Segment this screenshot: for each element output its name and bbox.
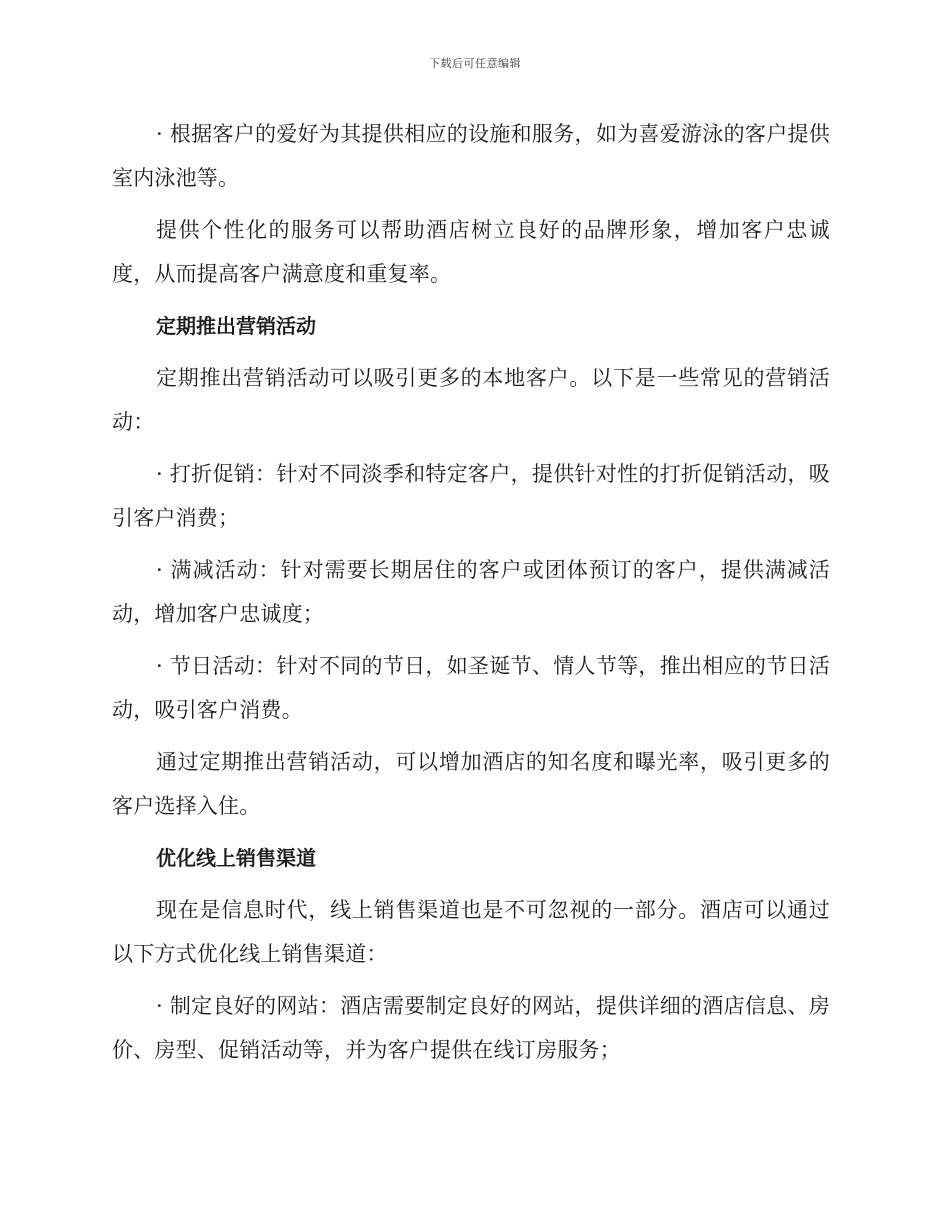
bullet-paragraph: · 打折促销：针对不同淡季和特定客户，提供针对性的打折促销活动，吸引客户消费； [112, 462, 830, 530]
bullet-paragraph: · 根据客户的爱好为其提供相应的设施和服务，如为喜爱游泳的客户提供室内泳池等。 [112, 122, 830, 190]
paragraph: 通过定期推出营销活动，可以增加酒店的知名度和曝光率，吸引更多的客户选择入住。 [112, 750, 830, 818]
document-body [112, 112, 830, 1080]
section-heading: 优化线上销售渠道 [156, 846, 316, 870]
bullet-paragraph: · 节日活动：针对不同的节日，如圣诞节、情人节等，推出相应的节日活动，吸引客户消费。 [112, 654, 830, 722]
section-heading: 定期推出营销活动 [156, 314, 316, 338]
paragraph: 定期推出营销活动可以吸引更多的本地客户。以下是一些常见的营销活动： [112, 366, 830, 434]
paragraph: 提供个性化的服务可以帮助酒店树立良好的品牌形象，增加客户忠诚度，从而提高客户满意度和重复率。 [112, 218, 830, 286]
bullet-paragraph: · 制定良好的网站：酒店需要制定良好的网站，提供详细的酒店信息、房价、房型、促销活动等，并为客户提供在线订房服务； [112, 994, 830, 1062]
page-header: 下载后可任意编辑 [429, 57, 521, 70]
bullet-paragraph: · 满减活动：针对需要长期居住的客户或团体预订的客户，提供满减活动，增加客户忠诚度； [112, 558, 830, 626]
paragraph: 现在是信息时代，线上销售渠道也是不可忽视的一部分。酒店可以通过以下方式优化线上销售渠道： [112, 898, 830, 966]
